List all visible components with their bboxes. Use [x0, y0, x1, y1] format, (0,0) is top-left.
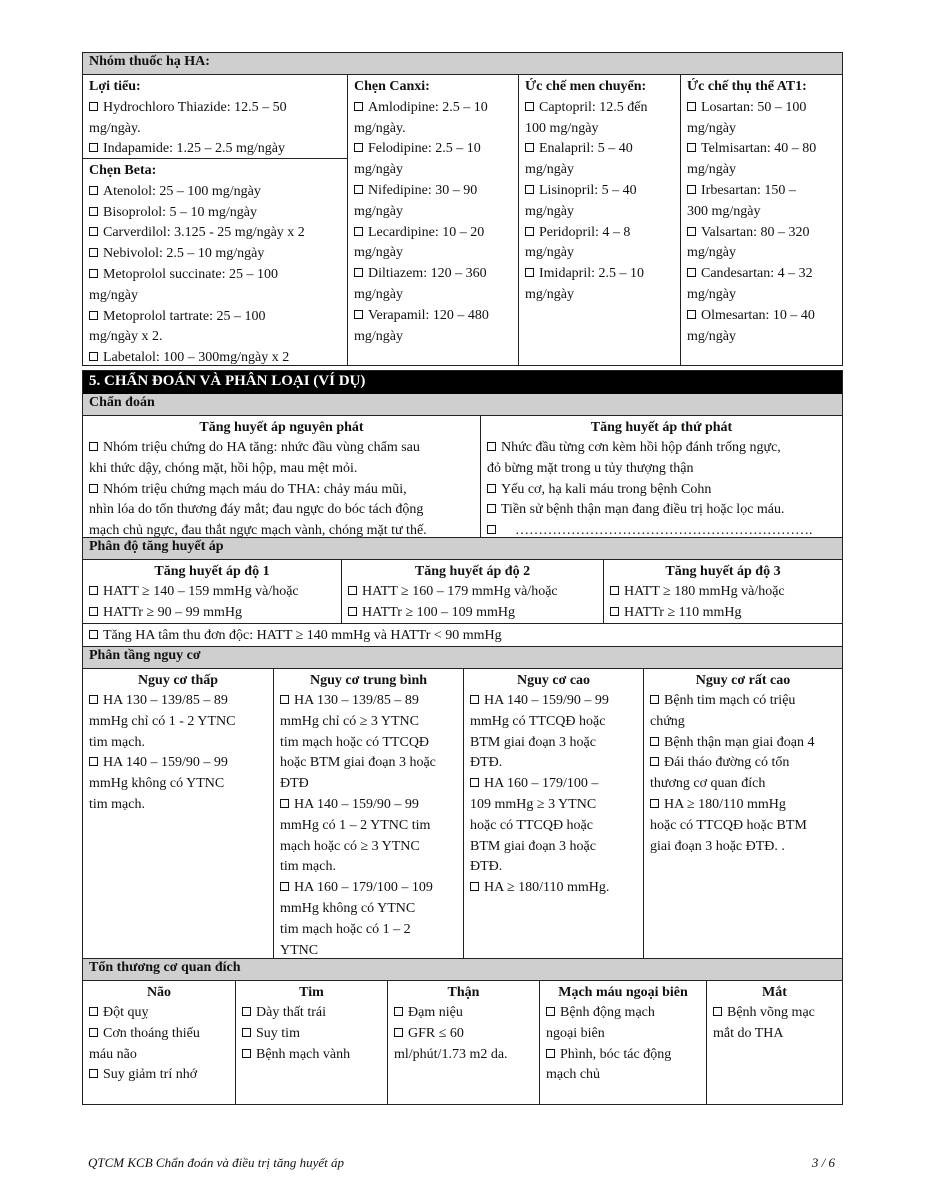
secondary-hypertension-cell: [481, 416, 842, 544]
drug-item: Olmesartan: 10 – 40: [687, 306, 836, 327]
organ-vessel-title: Mạch máu ngoại biên: [558, 985, 688, 1000]
diagnosis-header: Chẩn đoán: [83, 394, 842, 415]
risk-item-cont: thương cơ quan đích: [650, 776, 766, 792]
section-title: 5. CHẨN ĐOÁN VÀ PHÂN LOẠI (VÍ DỤ): [83, 371, 842, 394]
diuretic-cell: [83, 75, 347, 162]
checkbox-icon[interactable]: [89, 484, 98, 493]
checkbox-icon[interactable]: [394, 1028, 403, 1037]
risk-item: HA 160 – 179/100 –: [470, 774, 637, 795]
checkbox-icon[interactable]: [89, 248, 98, 257]
checkbox-icon[interactable]: [687, 227, 696, 236]
risk-item-cont: hoặc có TTCQĐ hoặc BTM: [650, 817, 807, 833]
checkbox-icon[interactable]: [546, 1007, 555, 1016]
checkbox-icon[interactable]: [650, 799, 659, 808]
organ-item: Suy tim: [242, 1024, 381, 1045]
drug-item: Nifedipine: 30 – 90: [354, 181, 512, 202]
risk-item-cont: tim mạch.: [280, 859, 336, 875]
symptom-item: Nhóm triệu chứng mạch máu do THA: chảy máu mũi,: [89, 480, 474, 501]
checkbox-icon[interactable]: [242, 1007, 251, 1016]
organ-item: GFR ≤ 60: [394, 1024, 533, 1045]
grade-3-title: Tăng huyết áp độ 3: [665, 564, 781, 579]
grade-item: HATTr ≥ 100 – 109 mmHg: [348, 603, 597, 624]
organ-item: Bệnh mạch vành: [242, 1045, 381, 1066]
checkbox-icon[interactable]: [89, 607, 98, 616]
drug-item: Imidapril: 2.5 – 10: [525, 264, 674, 285]
drug-item: Hydrochloro Thiazide: 12.5 – 50: [89, 98, 341, 119]
drug-item: Bisoprolol: 5 – 10 mg/ngày: [89, 203, 341, 224]
drug-item: Indapamide: 1.25 – 2.5 mg/ngày: [89, 139, 341, 160]
grade-1-cell: [83, 560, 341, 626]
drug-item-cont: mg/ngày: [89, 287, 138, 303]
checkbox-icon[interactable]: [687, 185, 696, 194]
drug-item: Nebivolol: 2.5 – 10 mg/ngày: [89, 244, 341, 265]
checkbox-icon[interactable]: [354, 185, 363, 194]
checkbox-icon[interactable]: [280, 882, 289, 891]
risk-low-cell: [83, 669, 273, 818]
risk-item: HA 130 – 139/85 – 89: [280, 691, 457, 712]
drug-item: Felodipine: 2.5 – 10: [354, 139, 512, 160]
checkbox-icon[interactable]: [89, 186, 98, 195]
risk-item-cont: YTNC: [280, 942, 319, 958]
drug-item-cont: mg/ngày.: [89, 120, 141, 136]
grade-item: HATT ≥ 180 mmHg và/hoặc: [610, 582, 836, 603]
risk-item: HA ≥ 180/110 mmHg.: [470, 878, 637, 899]
organ-eye-cell: [707, 981, 842, 1047]
drug-item: Peridopril: 4 – 8: [525, 223, 674, 244]
organ-heart-cell: [236, 981, 387, 1067]
checkbox-icon[interactable]: [242, 1028, 251, 1037]
drug-item: Valsartan: 80 – 320: [687, 223, 836, 244]
checkbox-icon[interactable]: [525, 143, 534, 152]
checkbox-icon[interactable]: [89, 143, 98, 152]
risk-low-title: Nguy cơ thấp: [137, 673, 219, 688]
ace-inhibitor-title: Ức chế men chuyển:: [525, 79, 647, 94]
risk-item-cont: 109 mmHg ≥ 3 YTNC: [470, 796, 597, 812]
drug-item-cont: 100 mg/ngày: [525, 120, 599, 136]
arb-cell: [681, 75, 842, 349]
organ-item-cont: ngoại biên: [546, 1025, 605, 1041]
risk-item: HA 140 – 159/90 – 99: [280, 795, 457, 816]
risk-item: HA 140 – 159/90 – 99: [89, 753, 267, 774]
symptom-item: Yếu cơ, hạ kali máu trong bệnh Cohn: [487, 480, 836, 501]
checkbox-icon[interactable]: [394, 1007, 403, 1016]
drug-item: Verapamil: 120 – 480: [354, 306, 512, 327]
checkbox-icon[interactable]: [687, 310, 696, 319]
risk-item-cont: mmHg có TTCQĐ hoặc: [470, 713, 606, 729]
checkbox-icon[interactable]: [89, 352, 98, 361]
checkbox-icon[interactable]: [89, 1028, 98, 1037]
drug-item: Diltiazem: 120 – 360: [354, 264, 512, 285]
drug-item: Candesartan: 4 – 32: [687, 264, 836, 285]
risk-item-cont: mmHg chỉ có ≥ 3 YTNC: [280, 713, 419, 729]
checkbox-icon[interactable]: [687, 102, 696, 111]
drug-item-cont: mg/ngày: [354, 328, 403, 344]
checkbox-icon[interactable]: [354, 102, 363, 111]
drug-item-cont: mg/ngày.: [354, 120, 406, 136]
drug-item-cont: mg/ngày: [525, 203, 574, 219]
checkbox-icon[interactable]: [687, 268, 696, 277]
drug-item-cont: mg/ngày: [687, 286, 736, 302]
checkbox-icon[interactable]: [348, 607, 357, 616]
drug-item: Irbesartan: 150 –: [687, 181, 836, 202]
diuretic-title: Lợi tiểu:: [89, 79, 141, 94]
checkbox-icon[interactable]: [525, 268, 534, 277]
risk-item-cont: tim mạch hoặc có TTCQĐ: [280, 734, 430, 750]
grade-2-cell: [342, 560, 603, 626]
risk-item-cont: chứng: [650, 713, 685, 729]
organ-damage-header: Tổn thương cơ quan đích: [83, 959, 842, 980]
symptom-item: ……………………………………………………….: [487, 521, 836, 542]
drug-item-cont: mg/ngày: [687, 120, 736, 136]
drug-item: Atenolol: 25 – 100 mg/ngày: [89, 182, 341, 203]
drug-item: Telmisartan: 40 – 80: [687, 139, 836, 160]
symptom-item: Nhức đầu từng cơn kèm hồi hộp đánh trống ngực,: [487, 438, 836, 459]
footer-title: QTCM KCB Chẩn đoán và điều trị tăng huyết áp: [88, 1155, 345, 1170]
checkbox-icon[interactable]: [89, 1007, 98, 1016]
checkbox-icon[interactable]: [89, 630, 98, 639]
checkbox-icon[interactable]: [89, 227, 98, 236]
drug-item-cont: mg/ngày: [354, 245, 403, 261]
drug-item-cont: 300 mg/ngày: [687, 203, 761, 219]
isolated-systolic-text: Tăng HA tâm thu đơn độc: HATT ≥ 140 mmHg và HATTr < 90 mmHg: [103, 628, 502, 643]
risk-mid-title: Nguy cơ trung bình: [309, 673, 428, 688]
risk-very-high-title: Nguy cơ rất cao: [695, 673, 791, 688]
risk-mid-cell: [274, 669, 463, 963]
risk-very-high-cell: [644, 669, 842, 859]
grade-1-title: Tăng huyết áp độ 1: [154, 564, 270, 579]
drug-item: Captopril: 12.5 đến: [525, 98, 674, 119]
grade-item: HATT ≥ 140 – 159 mmHg và/hoặc: [89, 582, 335, 603]
organ-item-cont: ml/phút/1.73 m2 da.: [394, 1046, 508, 1062]
drug-item-cont: mg/ngày: [687, 328, 736, 344]
grade-2-title: Tăng huyết áp độ 2: [414, 564, 531, 579]
calcium-blocker-title: Chẹn Canxi:: [354, 79, 430, 94]
checkbox-icon[interactable]: [470, 778, 479, 787]
organ-item: Suy giảm trí nhớ: [89, 1065, 229, 1086]
drug-item: Lecardipine: 10 – 20: [354, 223, 512, 244]
checkbox-icon[interactable]: [687, 143, 696, 152]
beta-blocker-title: Chẹn Beta:: [89, 163, 157, 178]
beta-blocker-cell: [83, 159, 347, 366]
risk-item-cont: mmHg không có YTNC: [280, 900, 416, 916]
risk-item-cont: mạch hoặc có ≥ 3 YTNC: [280, 838, 420, 854]
checkbox-icon[interactable]: [650, 695, 659, 704]
organ-item: Đột quỵ: [89, 1003, 229, 1024]
risk-item: Bệnh thận mạn giai đoạn 4: [650, 733, 836, 754]
symptom-item: Tiền sử bệnh thận mạn đang điều trị hoặc lọc máu.: [487, 500, 836, 521]
risk-item-cont: BTM giai đoạn 3 hoặc: [470, 734, 596, 750]
checkbox-icon[interactable]: [89, 695, 98, 704]
drug-item: Metoprolol tartrate: 25 – 100: [89, 307, 341, 328]
drug-item-cont: mg/ngày: [687, 162, 736, 178]
organ-item-cont: mắt do THA: [713, 1025, 784, 1041]
drug-item: Metoprolol succinate: 25 – 100: [89, 265, 341, 286]
checkbox-icon[interactable]: [354, 227, 363, 236]
primary-hypertension-cell: [83, 416, 480, 544]
drug-item: Amlodipine: 2.5 – 10: [354, 98, 512, 119]
checkbox-icon[interactable]: [525, 185, 534, 194]
grade-item: HATTr ≥ 90 – 99 mmHg: [89, 603, 335, 624]
checkbox-icon[interactable]: [546, 1049, 555, 1058]
symptom-item: Nhóm triệu chứng do HA tăng: nhức đầu vùng chẩm sau: [89, 438, 474, 459]
organ-item-cont: máu não: [89, 1046, 137, 1062]
checkbox-icon[interactable]: [280, 799, 289, 808]
organ-item: Cơn thoáng thiếu: [89, 1024, 229, 1045]
risk-item-cont: ĐTĐ.: [470, 859, 503, 875]
risk-item-cont: hoặc BTM giai đoạn 3 hoặc: [280, 755, 436, 771]
checkbox-icon[interactable]: [525, 227, 534, 236]
organ-kidney-cell: [388, 981, 539, 1067]
drug-item: Enalapril: 5 – 40: [525, 139, 674, 160]
drug-item-cont: mg/ngày: [687, 245, 736, 261]
checkbox-icon[interactable]: [89, 442, 98, 451]
checkbox-icon[interactable]: [713, 1007, 722, 1016]
drug-item-cont: mg/ngày: [525, 245, 574, 261]
checkbox-icon[interactable]: [89, 757, 98, 766]
drug-item-cont: mg/ngày: [525, 162, 574, 178]
secondary-hypertension-title: Tăng huyết áp thứ phát: [590, 420, 733, 435]
risk-item: Bệnh tim mạch có triệu: [650, 691, 836, 712]
page-number: 3 / 6: [811, 1155, 835, 1170]
checkbox-icon[interactable]: [89, 102, 98, 111]
checkbox-icon[interactable]: [89, 311, 98, 320]
organ-eye-title: Mắt: [762, 985, 787, 1000]
arb-title: Ức chế thụ thể AT1:: [687, 79, 807, 94]
symptom-item-cont: nhìn lóa do tổn thương đáy mắt; đau ngực do bóc tách động: [89, 502, 424, 518]
diagnosis-section: [82, 370, 843, 1105]
organ-vessel-cell: [540, 981, 706, 1088]
symptom-item-cont: đỏ bừng mặt trong u tủy thượng thận: [487, 460, 694, 476]
organ-item: Dày thất trái: [242, 1003, 381, 1024]
checkbox-icon[interactable]: [487, 442, 496, 451]
checkbox-icon[interactable]: [650, 757, 659, 766]
risk-high-title: Nguy cơ cao: [516, 673, 591, 688]
drug-item-cont: mg/ngày: [525, 286, 574, 302]
checkbox-icon[interactable]: [89, 269, 98, 278]
checkbox-icon[interactable]: [470, 695, 479, 704]
risk-item-cont: tim mạch.: [89, 796, 145, 812]
organ-heart-title: Tim: [299, 985, 324, 1000]
drug-item: Lisinopril: 5 – 40: [525, 181, 674, 202]
organ-item: Phình, bóc tác động: [546, 1045, 700, 1066]
symptom-item-cont: mạch chủ ngực, đau thắt ngực mạch vành, chóng mặt tư thế.: [89, 523, 427, 539]
checkbox-icon[interactable]: [89, 207, 98, 216]
checkbox-icon[interactable]: [610, 607, 619, 616]
checkbox-icon[interactable]: [354, 268, 363, 277]
checkbox-icon[interactable]: [487, 504, 496, 513]
calcium-blocker-cell: [348, 75, 518, 349]
risk-item-cont: hoặc có TTCQĐ hoặc: [470, 817, 593, 833]
risk-high-cell: [464, 669, 643, 901]
grade-header: Phân độ tăng huyết áp: [83, 538, 842, 559]
risk-item: HA 140 – 159/90 – 99: [470, 691, 637, 712]
checkbox-icon[interactable]: [525, 102, 534, 111]
drug-item-cont: mg/ngày: [354, 286, 403, 302]
drug-item-cont: mg/ngày: [354, 203, 403, 219]
organ-kidney-title: Thận: [447, 985, 480, 1000]
checkbox-icon[interactable]: [89, 1069, 98, 1078]
grade-item: HATT ≥ 160 – 179 mmHg và/hoặc: [348, 582, 597, 603]
organ-brain-title: Não: [146, 985, 172, 1000]
organ-brain-cell: [83, 981, 235, 1088]
risk-item: Đái tháo đường có tổn: [650, 753, 836, 774]
checkbox-icon[interactable]: [487, 484, 496, 493]
risk-item-cont: tim mạch hoặc có 1 – 2: [280, 921, 411, 937]
risk-item-cont: mmHg chỉ có 1 - 2 YTNC: [89, 713, 236, 729]
risk-item: HA 130 – 139/85 – 89: [89, 691, 267, 712]
checkbox-icon[interactable]: [610, 586, 619, 595]
ace-inhibitor-cell: [519, 75, 680, 308]
risk-header: Phân tầng nguy cơ: [83, 647, 842, 668]
organ-item: Bệnh võng mạc: [713, 1003, 836, 1024]
organ-item-cont: mạch chủ: [546, 1067, 601, 1083]
symptom-item-cont: khi thức dậy, chóng mặt, hồi hộp, mau mệt mỏi.: [89, 460, 358, 476]
risk-item-cont: ĐTĐ: [280, 776, 309, 792]
risk-item-cont: ĐTĐ.: [470, 755, 503, 771]
grade-item: HATTr ≥ 110 mmHg: [610, 603, 836, 624]
checkbox-icon[interactable]: [89, 586, 98, 595]
risk-item-cont: giai đoạn 3 hoặc ĐTĐ. .: [650, 838, 785, 854]
drug-item: Labetalol: 100 – 300mg/ngày x 2: [89, 348, 341, 366]
drug-item: Losartan: 50 – 100: [687, 98, 836, 119]
risk-item: HA 160 – 179/100 – 109: [280, 878, 457, 899]
organ-item: Đạm niệu: [394, 1003, 533, 1024]
checkbox-icon[interactable]: [487, 525, 496, 534]
checkbox-icon[interactable]: [348, 586, 357, 595]
checkbox-icon[interactable]: [280, 695, 289, 704]
checkbox-icon[interactable]: [354, 310, 363, 319]
drug-item-cont: mg/ngày x 2.: [89, 329, 163, 345]
drug-table-header: Nhóm thuốc hạ HA:: [83, 53, 842, 74]
grade-3-cell: [604, 560, 842, 626]
drug-item-cont: mg/ngày: [354, 162, 403, 178]
risk-item-cont: tim mạch.: [89, 734, 145, 750]
primary-hypertension-title: Tăng huyết áp nguyên phát: [199, 420, 364, 435]
drug-table: [82, 52, 843, 366]
drug-item: Carverdilol: 3.125 - 25 mg/ngày x 2: [89, 223, 341, 244]
checkbox-icon[interactable]: [354, 143, 363, 152]
checkbox-icon[interactable]: [650, 737, 659, 746]
risk-item: HA ≥ 180/110 mmHg: [650, 795, 836, 816]
risk-item-cont: mmHg không có YTNC: [89, 776, 225, 792]
risk-item-cont: mmHg có 1 – 2 YTNC tim: [280, 817, 431, 833]
risk-item-cont: BTM giai đoạn 3 hoặc: [470, 838, 596, 854]
checkbox-icon[interactable]: [470, 882, 479, 891]
organ-item: Bệnh động mạch: [546, 1003, 700, 1024]
checkbox-icon[interactable]: [242, 1049, 251, 1058]
